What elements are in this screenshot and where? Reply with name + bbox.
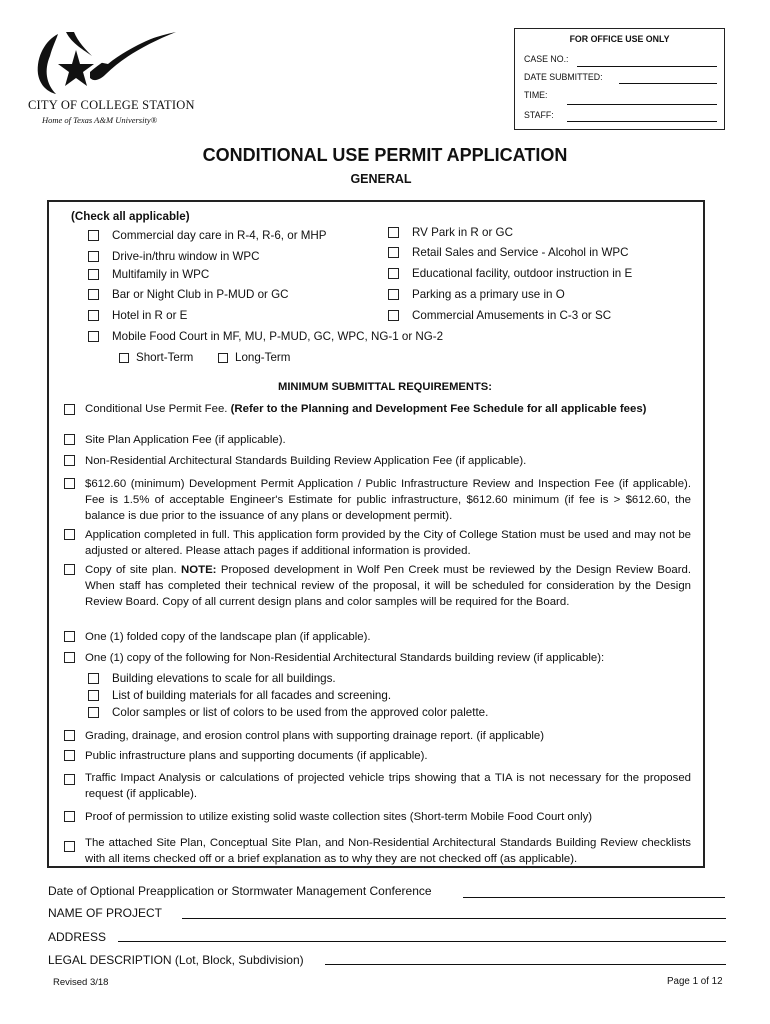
option-parking: Parking as a primary use in O [412, 288, 565, 301]
option-drive-thru: Drive-in/thru window in WPC [112, 250, 260, 263]
req-nras-fee: Non-Residential Architectural Standards Building Review Application Fee (if applicable). [85, 455, 527, 467]
conference-date-label: Date of Optional Preapplication or Stormwater Management Conference [48, 884, 432, 898]
staff-field[interactable] [567, 121, 717, 122]
req-cup-fee: Conditional Use Permit Fee. (Refer to the Planning and Development Fee Schedule for all applicable fees) [85, 403, 647, 415]
checkbox-req-4[interactable] [64, 478, 75, 489]
option-educational: Educational facility, outdoor instruction in E [412, 267, 633, 280]
checkbox-req-12[interactable] [64, 811, 75, 822]
checkbox-drive-thru[interactable] [88, 251, 99, 262]
checkbox-req-6[interactable] [64, 564, 75, 575]
revised-date: Revised 3/18 [53, 977, 109, 988]
option-mobile-food-court: Mobile Food Court in MF, MU, P-MUD, GC, WPC, NG-1 or NG-2 [112, 330, 444, 343]
checkbox-req-11[interactable] [64, 774, 75, 785]
option-bar-nightclub: Bar or Night Club in P-MUD or GC [112, 288, 289, 301]
city-tagline: Home of Texas A&M University® [42, 115, 158, 125]
option-retail-alcohol: Retail Sales and Service - Alcohol in WPC [412, 246, 629, 259]
option-day-care: Commercial day care in R-4, R-6, or MHP [112, 229, 327, 242]
case-no-label: CASE NO.: [524, 54, 569, 64]
checkbox-sub-elevations[interactable] [88, 673, 99, 684]
req-grading-drainage: Grading, drainage, and erosion control plans with supporting drainage report. (if applicable) [85, 730, 545, 742]
checkbox-req-10[interactable] [64, 750, 75, 761]
conference-date-field[interactable] [463, 897, 725, 898]
checkbox-commercial-amusements[interactable] [388, 310, 399, 321]
office-use-box [514, 28, 725, 130]
page-number: Page 1 of 12 [667, 976, 723, 987]
legal-description-field[interactable] [325, 964, 726, 965]
legal-description-label: LEGAL DESCRIPTION (Lot, Block, Subdivision) [48, 953, 304, 967]
checkbox-short-term[interactable] [119, 353, 129, 363]
date-submitted-label: DATE SUBMITTED: [524, 72, 603, 82]
checkbox-req-1[interactable] [64, 404, 75, 415]
project-name-label: NAME OF PROJECT [48, 906, 163, 920]
sub-elevations: Building elevations to scale for all buildings. [112, 672, 336, 685]
checkbox-rv-park[interactable] [388, 227, 399, 238]
req-application-complete: Application completed in full. This application form provided by the City of College Station must be used and may not be adjusted or altered. Please attach pages if additional information is provided. [85, 529, 691, 557]
office-use-title: FOR OFFICE USE ONLY [569, 34, 670, 44]
city-logo [28, 26, 198, 126]
option-multifamily: Multifamily in WPC [112, 268, 210, 281]
option-short-term: Short-Term [136, 351, 194, 364]
sub-colors: Color samples or list of colors to be used from the approved color palette. [112, 706, 489, 719]
option-hotel: Hotel in R or E [112, 309, 188, 322]
checkbox-day-care[interactable] [88, 230, 99, 241]
staff-label: STAFF: [524, 110, 554, 120]
checkbox-sub-colors[interactable] [88, 707, 99, 718]
req-site-plan-fee: Site Plan Application Fee (if applicable). [85, 434, 286, 446]
req-development-permit-fee: $612.60 (minimum) Development Permit Application / Public Infrastructure Review and Inspection Fee (if applicable). Fee is 1.5% of acceptable Engineer's Estimate for public infrastructure, $612.60 minimum (if fee is > $612.60, the balance is due prior to the issuance of any plans or development permit). [85, 478, 691, 522]
minimum-heading: MINIMUM SUBMITTAL REQUIREMENTS: [278, 381, 492, 393]
checkbox-req-9[interactable] [64, 730, 75, 741]
option-long-term: Long-Term [235, 351, 291, 364]
case-no-field[interactable] [577, 66, 717, 67]
checkbox-multifamily[interactable] [88, 269, 99, 280]
checkbox-long-term[interactable] [218, 353, 228, 363]
req-nras-copy: One (1) copy of the following for Non-Residential Architectural Standards building review (if applicable): [85, 652, 605, 664]
checkbox-bar-nightclub[interactable] [88, 289, 99, 300]
checkbox-sub-materials[interactable] [88, 690, 99, 701]
req-checklists: The attached Site Plan, Conceptual Site Plan, and Non-Residential Architectural Standards Building Review checklists with all items checked off or a brief explanation as to why they are not checked off (as applicable). [85, 837, 691, 865]
address-label: ADDRESS [48, 930, 107, 944]
star-logo-icon [28, 26, 178, 98]
project-name-field[interactable] [182, 918, 726, 919]
check-all-heading: (Check all applicable) [71, 210, 190, 223]
checkbox-mobile-food-court[interactable] [88, 331, 99, 342]
req-public-infrastructure: Public infrastructure plans and supporting documents (if applicable). [85, 750, 428, 762]
date-submitted-field[interactable] [619, 83, 717, 84]
checkbox-req-2[interactable] [64, 434, 75, 445]
checkbox-req-7[interactable] [64, 631, 75, 642]
checkbox-educational[interactable] [388, 268, 399, 279]
sub-materials: List of building materials for all facades and screening. [112, 689, 392, 702]
checkbox-req-13[interactable] [64, 841, 75, 852]
req-site-plan-copy: Copy of site plan. NOTE: Proposed development in Wolf Pen Creek must be reviewed by the Design Review Board. When staff has completed their technical review of the proposal, it will be scheduled for consideration by the Design Review Board. Copy of all current design plans and color samples will be required for the Board. [85, 564, 691, 608]
page-subtitle: GENERAL [350, 172, 412, 186]
req-traffic-impact: Traffic Impact Analysis or calculations of projected vehicle trips showing that a TIA is not necessary for the proposed request (if applicable). [85, 772, 691, 800]
checkbox-req-5[interactable] [64, 529, 75, 540]
address-field[interactable] [118, 941, 726, 942]
time-field[interactable] [567, 104, 717, 105]
checkbox-parking[interactable] [388, 289, 399, 300]
checkbox-retail-alcohol[interactable] [388, 247, 399, 258]
option-commercial-amusements: Commercial Amusements in C-3 or SC [412, 309, 612, 322]
page-title: CONDITIONAL USE PERMIT APPLICATION [202, 145, 568, 165]
checkbox-req-8[interactable] [64, 652, 75, 663]
option-rv-park: RV Park in R or GC [412, 226, 513, 239]
checkbox-hotel[interactable] [88, 310, 99, 321]
time-label: TIME: [524, 90, 548, 100]
city-name: CITY OF COLLEGE STATION [28, 98, 195, 112]
req-landscape-plan: One (1) folded copy of the landscape plan (if applicable). [85, 631, 371, 643]
checkbox-req-3[interactable] [64, 455, 75, 466]
req-solid-waste: Proof of permission to utilize existing solid waste collection sites (Short-term Mobile Food Court only) [85, 811, 593, 823]
